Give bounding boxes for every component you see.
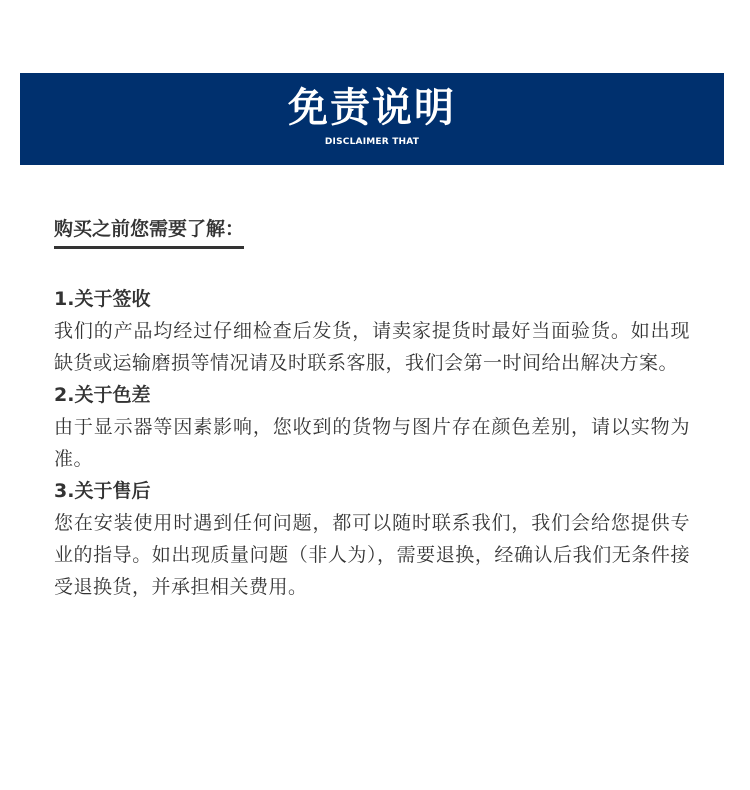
section-title: 3.关于售后 bbox=[54, 480, 151, 502]
banner-subtitle: DISCLAIMER THAT bbox=[324, 137, 420, 147]
banner-title: 免责说明 bbox=[288, 85, 456, 131]
section-body: 我们的产品均经过仔细检查后发货，请卖家提货时最好当面验货。如出现缺货或运输磨损等情况请及时联系客服，我们会第一时间给出解决方案。 bbox=[54, 320, 690, 374]
disclaimer-sections bbox=[54, 283, 690, 603]
intro-heading: 购买之前您需要了解： bbox=[54, 214, 244, 249]
section-title: 2.关于色差 bbox=[54, 384, 151, 406]
disclaimer-banner bbox=[20, 73, 724, 165]
section-title: 1.关于签收 bbox=[54, 288, 151, 310]
section-color-difference bbox=[54, 379, 690, 475]
section-body: 您在安装使用时遇到任何问题，都可以随时联系我们，我们会给您提供专业的指导。如出现质量问题（非人为），需要退换，经确认后我们无条件接受退换货，并承担相关费用。 bbox=[54, 512, 690, 598]
section-after-sales bbox=[54, 475, 690, 603]
section-body: 由于显示器等因素影响，您收到的货物与图片存在颜色差别，请以实物为准。 bbox=[54, 416, 690, 470]
disclaimer-content bbox=[54, 214, 690, 603]
section-signing bbox=[54, 283, 690, 379]
